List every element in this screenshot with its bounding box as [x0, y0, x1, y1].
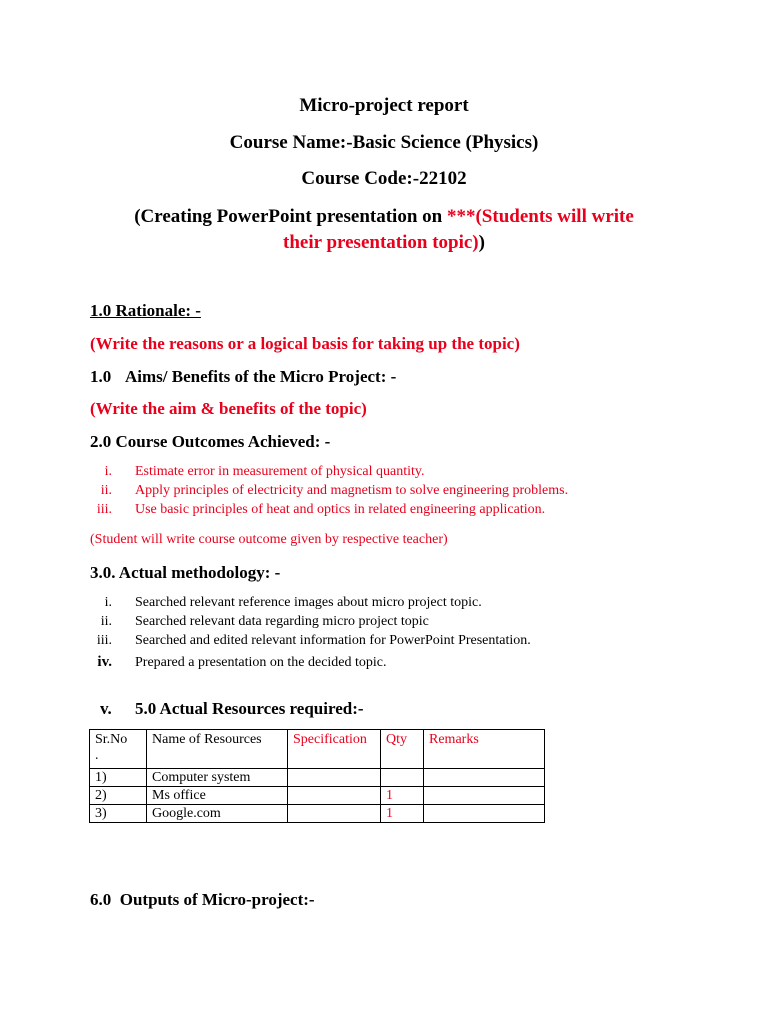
- outputs-heading: 6.0 Outputs of Micro-project:-: [90, 890, 315, 909]
- methodology-number: i.: [104, 595, 112, 610]
- header-cell-specification: Specification: [288, 730, 381, 769]
- outcome-item: Estimate error in measurement of physical quantity.: [135, 464, 425, 479]
- aims-number: 1.0: [90, 367, 112, 386]
- methodology-item: Searched relevant reference images about micro project topic.: [135, 595, 482, 610]
- resources-number: v.: [100, 699, 112, 718]
- course-code: Course Code:-22102: [301, 168, 467, 189]
- cell-sr: 2): [90, 787, 147, 805]
- subtitle-red-part-2: their presentation topic): [283, 232, 479, 253]
- cell-sr: 3): [90, 805, 147, 823]
- cell-sr: 1): [90, 769, 147, 787]
- cell-qty: [381, 769, 424, 787]
- cell-remarks: [424, 769, 545, 787]
- cell-name: Ms office: [147, 787, 288, 805]
- presentation-subtitle: [0, 204, 768, 256]
- table-row: [90, 805, 545, 823]
- cell-spec: [288, 805, 381, 823]
- resources-heading: 5.0 Actual Resources required:-: [135, 699, 364, 718]
- rationale-heading: 1.0 Rationale: -: [90, 301, 201, 320]
- cell-name: Google.com: [147, 805, 288, 823]
- outcome-number: ii.: [100, 483, 112, 498]
- header-cell-remarks: Remarks: [424, 730, 545, 769]
- outcomes-note: (Student will write course outcome given by respective teacher): [90, 532, 448, 547]
- header-srno-dot: .: [95, 748, 99, 763]
- cell-qty: 1: [381, 787, 424, 805]
- header-cell-name: Name of Resources: [147, 730, 288, 769]
- cell-spec: [288, 787, 381, 805]
- resources-table: [89, 729, 545, 823]
- outcome-number: iii.: [96, 502, 112, 517]
- methodology-number: iii.: [96, 633, 112, 648]
- rationale-note: (Write the reasons or a logical basis for taking up the topic): [90, 334, 520, 353]
- outcome-item: Apply principles of electricity and magnetism to solve engineering problems.: [135, 483, 569, 498]
- cell-qty: 1: [381, 805, 424, 823]
- cell-spec: [288, 769, 381, 787]
- methodology-item: Searched relevant data regarding micro project topic: [135, 614, 429, 629]
- header-cell-srno: [90, 730, 147, 769]
- header-cell-qty: Qty: [381, 730, 424, 769]
- table-row: [90, 769, 545, 787]
- methodology-number: ii.: [100, 614, 112, 629]
- aims-heading: Aims/ Benefits of the Micro Project: -: [125, 367, 397, 386]
- report-title: Micro-project report: [299, 95, 469, 116]
- methodology-heading: 3.0. Actual methodology: -: [90, 563, 281, 582]
- outcomes-heading: 2.0 Course Outcomes Achieved: -: [90, 432, 331, 451]
- cell-remarks: [424, 787, 545, 805]
- course-name: Course Name:-Basic Science (Physics): [229, 132, 539, 153]
- header-srno-label: Sr.No: [95, 732, 128, 747]
- subtitle-red-part-1: ***(Students will write: [446, 206, 634, 227]
- methodology-item: Searched and edited relevant information for PowerPoint Presentation.: [135, 633, 531, 648]
- cell-name: Computer system: [147, 769, 288, 787]
- outcome-number: i.: [104, 464, 112, 479]
- methodology-item: Prepared a presentation on the decided topic.: [135, 655, 387, 670]
- subtitle-black-part: (Creating PowerPoint presentation on: [134, 206, 447, 227]
- aims-note: (Write the aim & benefits of the topic): [90, 399, 367, 418]
- outcome-item: Use basic principles of heat and optics in related engineering application.: [135, 502, 546, 517]
- cell-remarks: [424, 805, 545, 823]
- table-header-row: [90, 730, 545, 769]
- methodology-number: iv.: [97, 654, 112, 670]
- subtitle-close-paren: ): [478, 232, 485, 253]
- table-row: [90, 787, 545, 805]
